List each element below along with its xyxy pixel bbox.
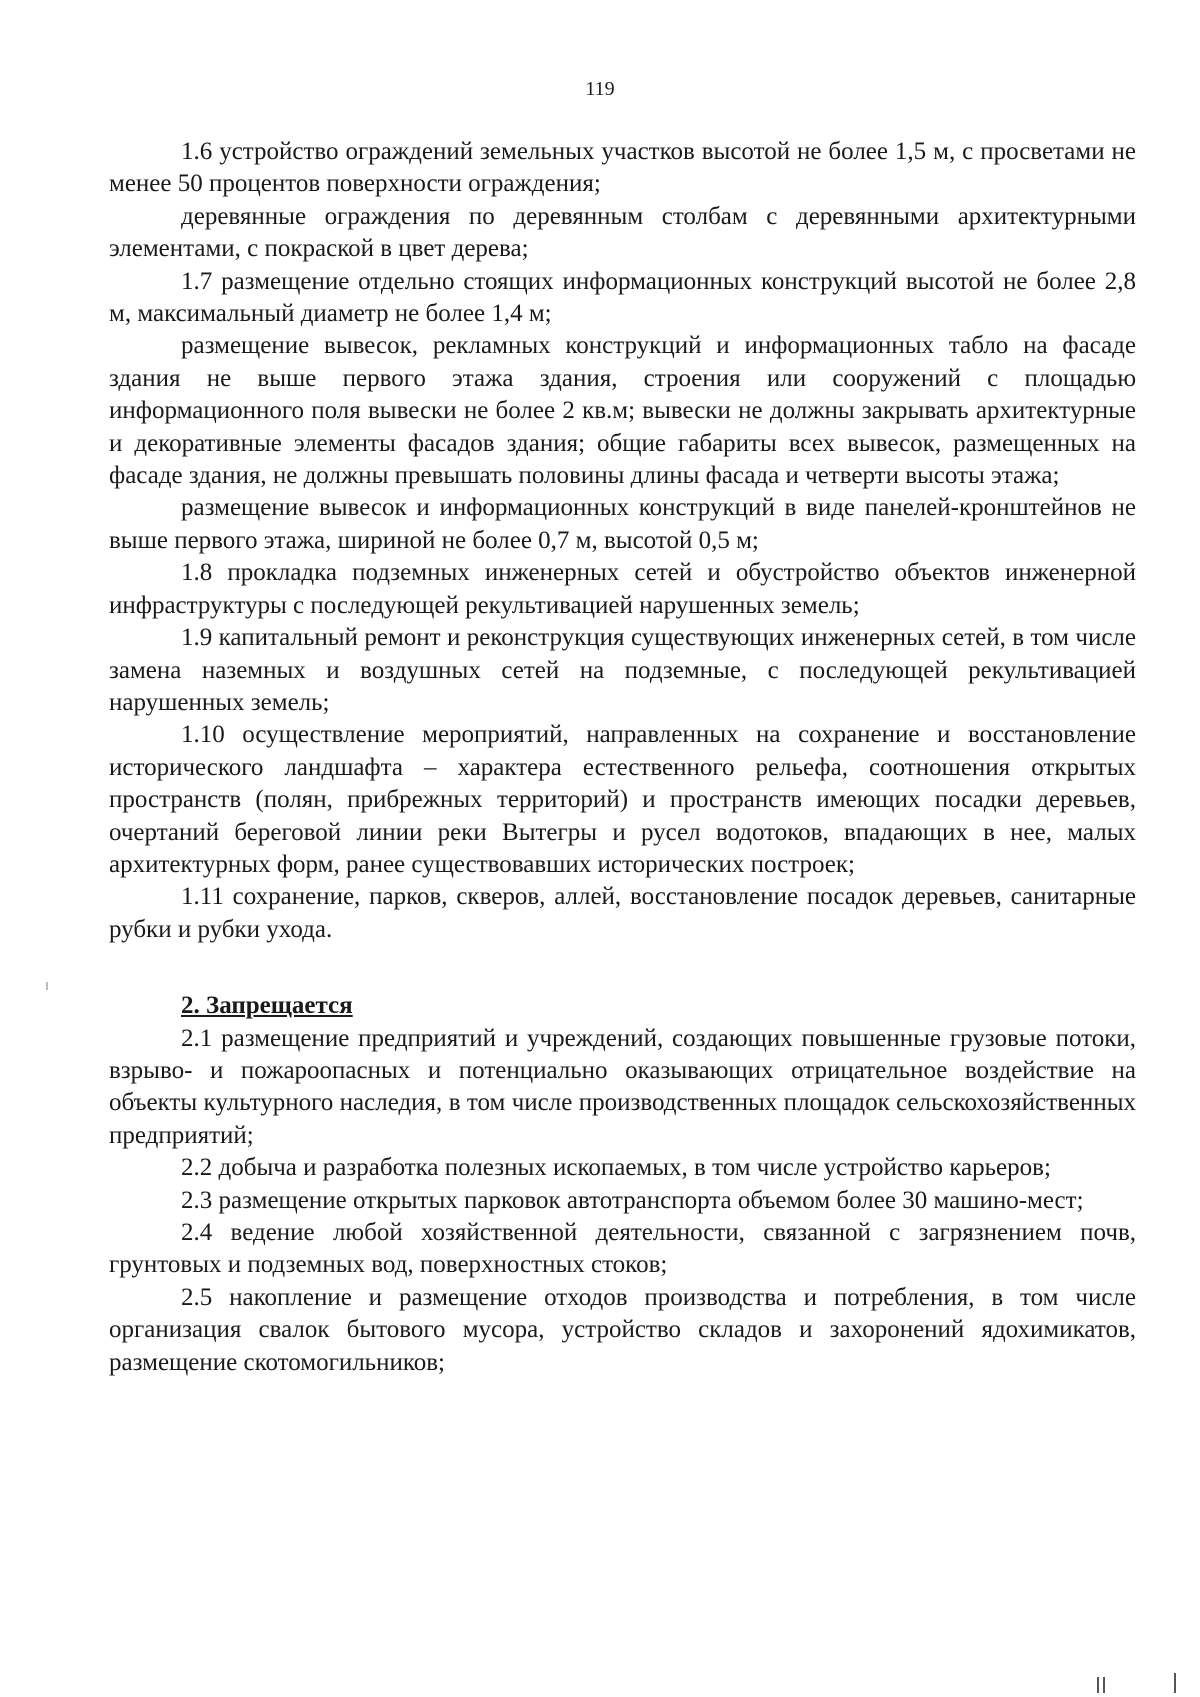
paragraph-1-7: 1.7 размещение отдельно стоящих информационных конструкций высотой не более 2,8 м, максимальный диаметр не более 1,4 м; <box>109 267 1136 328</box>
paragraph-wooden-fences: деревянные ограждения по деревянным столбам с деревянными архитектурными элементами, с покраской в цвет дерева; <box>109 202 1136 263</box>
scan-artifact-mark <box>1097 1677 1099 1693</box>
paragraph-2-1: 2.1 размещение предприятий и учреждений, создающих повышенные грузовые потоки, взрыво- и пожароопасных и потенциально оказывающих отрицательное воздействие на объекты культурного наследия, в том числе производственных площадок сельскохозяйственных предприятий; <box>109 1024 1136 1149</box>
paragraph-1-8: 1.8 прокладка подземных инженерных сетей и обустройство объектов инженерной инфраструктуры с последующей рекультивацией нарушенных земель; <box>109 559 1136 619</box>
document-body <box>109 136 1136 1379</box>
paragraph-1-9: 1.9 капитальный ремонт и реконструкция существующих инженерных сетей, в том числе замена наземных и воздушных сетей на подземные, с последующей рекультивацией нарушенных земель; <box>109 624 1136 716</box>
paragraph-bracket-panels: размещение вывесок и информационных конструкций в виде панелей-кронштейнов не выше первого этажа, шириной не более 0,7 м, высотой 0,5 м; <box>109 494 1136 554</box>
page-number: 119 <box>585 78 615 100</box>
paragraph-1-10: 1.10 осуществление мероприятий, направленных на сохранение и восстановление исторического ландшафта – характера естественного рельефа, соотношения открытых пространств (полян, прибрежных территорий) и пространств имеющих посадки деревьев, очертаний береговой линии реки Вытегры и русел водотоков, впадающих в нее, малых архитектурных форм, ранее существовавших исторических построек; <box>109 721 1136 878</box>
paragraph-signboards: размещение вывесок, рекламных конструкций и информационных табло на фасаде здания не выше первого этажа здания, строения или сооружений с площадью информационного поля вывески не более 2 кв.м; вывески не должны закрывать архитектурные и декоративные элементы фасадов здания; общие габариты всех вывесок, размещенных на фасаде здания, не должны превышать половины длины фасада и четверти высоты этажа; <box>109 332 1136 490</box>
scan-artifact-left <box>46 982 48 990</box>
paragraph-2-5: 2.5 накопление и размещение отходов производства и потребления, в том числе организация свалок бытового мусора, устройство складов и захоронений ядохимикатов, размещение скотомогильников; <box>109 1283 1136 1376</box>
paragraph-2-4: 2.4 ведение любой хозяйственной деятельности, связанной с загрязнением почв, грунтовых и подземных вод, поверхностных стоков; <box>109 1219 1136 1279</box>
scan-artifact-mark <box>1174 1673 1176 1693</box>
paragraph-2-2: 2.2 добыча и разработка полезных ископаемых, в том числе устройство карьеров; <box>181 1154 1051 1182</box>
paragraph-1-11: 1.11 сохранение, парков, скверов, аллей, восстановление посадок деревьев, санитарные рубки и рубки ухода. <box>109 883 1136 943</box>
paragraph-1-6: 1.6 устройство ограждений земельных участков высотой не более 1,5 м, с просветами не менее 50 процентов поверхности ограждения; <box>109 138 1136 198</box>
section-heading-prohibited: 2. Запрещается <box>181 992 353 1020</box>
paragraph-2-3: 2.3 размещение открытых парковок автотранспорта объемом более 30 машино-мест; <box>181 1186 1084 1214</box>
scan-artifact-mark <box>1103 1677 1105 1693</box>
